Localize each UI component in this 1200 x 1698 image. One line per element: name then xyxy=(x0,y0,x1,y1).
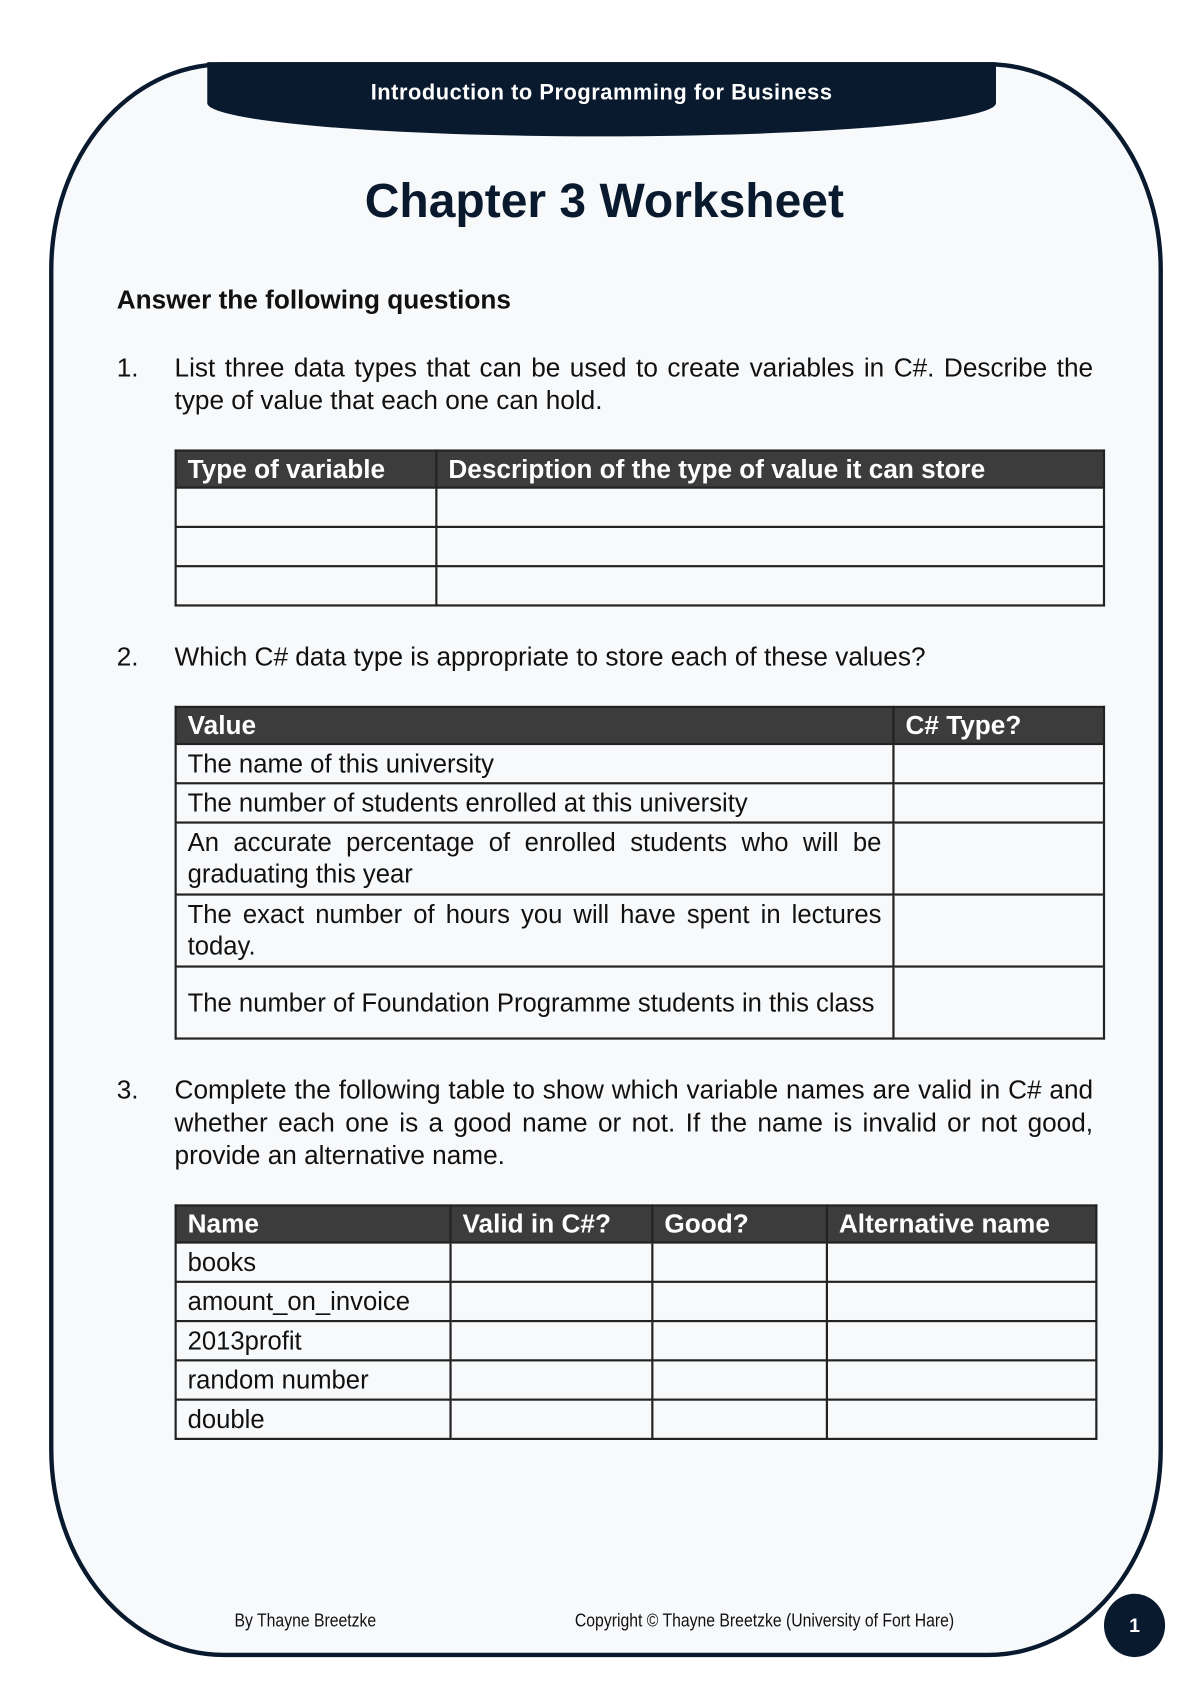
table-row xyxy=(176,783,1104,822)
column-header: Good? xyxy=(652,1205,827,1242)
table-row xyxy=(176,1360,1097,1399)
answer-cell[interactable] xyxy=(893,823,1104,895)
name-cell: double xyxy=(176,1400,451,1439)
page-title: Chapter 3 Worksheet xyxy=(364,174,844,228)
answer-cell[interactable] xyxy=(652,1243,827,1282)
footer-copyright: Copyright © Thayne Breetzke (University of Fort Hare) xyxy=(574,1610,955,1631)
answer-cell[interactable] xyxy=(436,566,1104,605)
table-row xyxy=(176,566,1104,605)
header-band xyxy=(207,62,996,136)
answer-cell[interactable] xyxy=(893,895,1104,967)
answer-cell[interactable] xyxy=(893,744,1104,783)
answer-cell[interactable] xyxy=(827,1400,1096,1439)
variable-names-table xyxy=(175,1204,1098,1440)
answer-cell[interactable] xyxy=(827,1243,1096,1282)
footer-author: By Thayne Breetzke xyxy=(234,1610,377,1631)
table-row xyxy=(176,1321,1097,1360)
answer-cell[interactable] xyxy=(652,1400,827,1439)
question-text: Which C# data type is appropriate to store each of these values? xyxy=(174,642,926,672)
answer-cell[interactable] xyxy=(451,1243,653,1282)
column-header: Type of variable xyxy=(176,451,437,488)
answer-cell[interactable] xyxy=(451,1360,653,1399)
answer-cell[interactable] xyxy=(451,1282,653,1321)
table-header-row xyxy=(176,707,1104,744)
table-row xyxy=(176,895,1104,967)
value-cell: The number of students enrolled at this university xyxy=(176,783,894,822)
answer-cell[interactable] xyxy=(652,1321,827,1360)
answer-cell[interactable] xyxy=(451,1400,653,1439)
answer-cell[interactable] xyxy=(893,783,1104,822)
question-2 xyxy=(117,641,1093,674)
answer-cell[interactable] xyxy=(176,488,437,527)
question-number: 3. xyxy=(116,1075,139,1106)
value-cell: The name of this university xyxy=(176,744,894,783)
table-row xyxy=(176,488,1104,527)
question-3 xyxy=(117,1075,1093,1173)
answer-cell[interactable] xyxy=(652,1360,827,1399)
question-number: 1. xyxy=(116,353,139,383)
answer-cell[interactable] xyxy=(827,1360,1096,1399)
table-row xyxy=(176,1282,1097,1321)
value-types-table xyxy=(175,706,1106,1040)
table-row xyxy=(176,1243,1097,1282)
answer-cell[interactable] xyxy=(451,1321,653,1360)
answer-cell[interactable] xyxy=(827,1321,1096,1360)
column-header: Name xyxy=(176,1205,451,1242)
page-number-badge: 1 xyxy=(1104,1594,1165,1657)
table-row xyxy=(176,744,1104,783)
course-title: Introduction to Programming for Business xyxy=(370,80,833,105)
table-header-row xyxy=(176,1205,1097,1242)
column-header: Description of the type of value it can store xyxy=(436,451,1104,488)
answer-cell[interactable] xyxy=(436,527,1104,566)
table-header-row xyxy=(176,451,1104,488)
answer-cell[interactable] xyxy=(176,566,437,605)
name-cell: books xyxy=(176,1243,451,1282)
name-cell: amount_on_invoice xyxy=(176,1282,451,1321)
table-row xyxy=(176,967,1104,1039)
question-text: List three data types that can be used to create variables in C#. Describe the type of value that each one can hold. xyxy=(174,353,1094,416)
table-row xyxy=(176,823,1104,895)
value-cell: The exact number of hours you will have spent in lectures today. xyxy=(176,895,894,967)
answer-cell[interactable] xyxy=(176,527,437,566)
answer-cell[interactable] xyxy=(893,967,1104,1039)
column-header: Alternative name xyxy=(827,1205,1096,1242)
question-text: Complete the following table to show which variable names are valid in C# and whether each one is a good name or not. If the name is invalid or not good, provide an alternative name. xyxy=(174,1075,1094,1171)
table-row xyxy=(176,1400,1097,1439)
answer-cell[interactable] xyxy=(436,488,1104,527)
column-header: C# Type? xyxy=(893,707,1104,744)
name-cell: 2013profit xyxy=(176,1321,451,1360)
data-types-table xyxy=(175,449,1106,606)
column-header: Value xyxy=(176,707,894,744)
column-header: Valid in C#? xyxy=(451,1205,653,1242)
answer-cell[interactable] xyxy=(652,1282,827,1321)
instructions-heading: Answer the following questions xyxy=(116,285,511,316)
answer-cell[interactable] xyxy=(827,1282,1096,1321)
value-cell: The number of Foundation Programme students in this class xyxy=(176,967,894,1039)
question-number: 2. xyxy=(116,642,139,672)
question-1 xyxy=(117,352,1093,417)
value-cell: An accurate percentage of enrolled students who will be graduating this year xyxy=(176,823,894,895)
name-cell: random number xyxy=(176,1360,451,1399)
table-row xyxy=(176,527,1104,566)
